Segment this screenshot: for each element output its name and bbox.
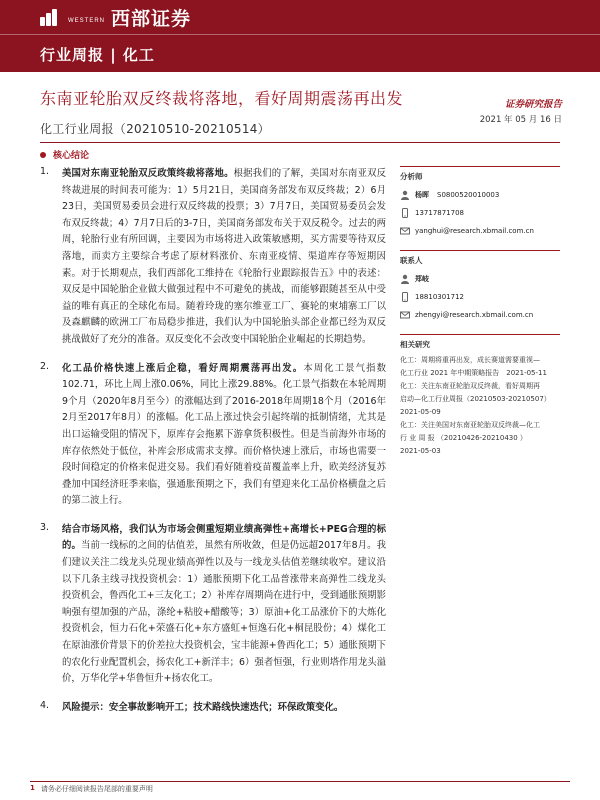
contact-name-row <box>400 270 560 288</box>
report-title: 东南亚轮胎双反终裁将落地，看好周期震荡再出发 <box>40 89 404 108</box>
item-text <box>62 361 386 510</box>
brand-logo <box>40 4 191 30</box>
related-line: 2021-05-09 <box>400 408 441 416</box>
related-line[interactable]: 化工：周期将重再出发，成长赛道需要重视— <box>400 356 540 364</box>
brand-name-cn: 西部证券 <box>111 7 192 30</box>
brand-name-en: WESTERN <box>68 18 105 24</box>
list-item <box>40 700 386 717</box>
brand-mark-icon <box>40 8 62 26</box>
phone-icon <box>400 292 410 302</box>
related-line: 2021-05-03 <box>400 447 441 455</box>
person-icon <box>400 274 410 284</box>
email-icon <box>400 226 410 236</box>
analyst-heading: 分析师 <box>400 172 423 181</box>
email-icon <box>400 310 410 320</box>
contact-email-row <box>400 306 560 324</box>
list-item <box>40 361 386 510</box>
item-body: 根据我们的了解，美国对东南亚双反终裁进展的时间表可能为：1）5月21日，美国商务部发布双反终裁；2）6月23日，美国贸易委员会进行双反终裁的投票；3）7月7日，美国贸易委员会发布双反终裁；4）7月7日后的3-7日，美国商务部发布关于双反税令。过去的两周，轮胎行业有所回调，主要因为市场将进入政策敏感期，买方需要等待双反落地，而卖方主要综合考虑了原材料涨价、东南亚疫情、渠道库存等短期因素。对于长期观点，我们西部化工维持在《轮胎行业跟踪报告五》中的表述：双反是中国轮胎企业做大做强过程中不可避免的挑战，而能够跟随甚至从中受益的唯有真正的全球化布局。随着玲珑的塞尔维亚工厂、赛轮的柬埔寨工厂以及森麒麟的欧洲工厂布局稳步推进，我们认为中国轮胎头部企业都已经为双反挑战做好了充分的准备。双反变化不会改变中国轮胎企业崛起的长期趋势。 <box>62 168 386 345</box>
related-line[interactable]: 启动—化工行业周报（20210503-20210507） <box>400 395 551 403</box>
analyst-email[interactable]: yanghui@research.xbmail.com.cn <box>415 227 534 235</box>
footer-rule <box>30 781 570 782</box>
sidebar-divider <box>400 166 560 167</box>
header-band <box>0 0 600 72</box>
report-date: 2021 年 05 月 16 日 <box>479 115 562 125</box>
item-bold-lead: 结合市场风格，我们认为市场会侧重短期业绩高弹性+高增长+PEG合理的标的。 <box>62 523 386 552</box>
report-tag: 证券研究报告 <box>504 99 562 110</box>
analyst-name-row <box>400 186 560 204</box>
analyst-cert: S0800520010003 <box>437 191 500 199</box>
title-rule <box>40 142 560 143</box>
sidebar-divider <box>400 250 560 251</box>
related-line[interactable]: 化工行业 2021 年中期策略报告 2021-05-11 <box>400 369 547 377</box>
related-line[interactable]: 化工：关注美国对东南亚轮胎双反终裁—化工 <box>400 421 540 429</box>
item-text <box>62 522 386 688</box>
header-divider <box>0 34 600 35</box>
analyst-phone-row <box>400 204 560 222</box>
item-number: 3. <box>40 521 50 533</box>
item-number: 1. <box>40 166 50 177</box>
list-item <box>40 522 386 688</box>
item-number: 4. <box>40 699 50 711</box>
phone-icon <box>400 208 410 218</box>
related-line[interactable]: 化工：关注东南亚轮胎双反终裁，看好周期再 <box>400 382 540 390</box>
list-item <box>40 166 386 349</box>
analyst-email-row <box>400 222 560 240</box>
contact-phone: 18810301712 <box>415 293 464 301</box>
analyst-phone: 13717871708 <box>415 209 464 217</box>
core-conclusion-text: 核心结论 <box>53 151 90 161</box>
item-body: 本周化工景气指数102.71，环比上周上涨0.06%，同比上涨29.88%。化工景气指数在本轮周期9个月（2020年8月至今）的涨幅达到了2016-2018年周期18个月（2016年2月至2017年8月）的涨幅。化工品上涨过快会引起终端的抵制情绪，尤其是出口运输受阻的情况下，原库存会拖累下游拿货积极性。但是当前海外市场的库存依然处于低位，补库会形成需求支撑。而价格快速上涨后，市场也需要一段时间稳定的价格来促进交易。我们看好随着疫苗覆盖率上升，欧美经济复苏叠加中国经济旺季来临，强通胀预期之下，我们有望迎来化工品价格横盘之后的第二波上行。 <box>62 362 386 507</box>
page-number: 1 <box>30 784 35 792</box>
core-conclusion-label <box>40 148 89 161</box>
item-bold-lead: 化工品价格快速上涨后企稳，看好周期震荡再出发。 <box>62 362 304 374</box>
item-bold-lead: 美国对东南亚轮胎双反政策终裁将落地。 <box>62 168 234 179</box>
footer-note: 请务必仔细阅读报告尾部的重要声明 <box>40 785 153 793</box>
contact-phone-row <box>400 288 560 306</box>
item-text <box>62 700 386 717</box>
analyst-name: 杨晖 <box>415 191 429 199</box>
related-list <box>400 354 560 457</box>
bullet-dot-icon <box>40 152 46 158</box>
related-line[interactable]: 行 业 周 报 （20210426-20210430 ） <box>400 434 527 442</box>
related-heading: 相关研究 <box>400 340 430 349</box>
contact-email[interactable]: zhengyi@research.xbmail.com.cn <box>415 311 534 319</box>
item-body: 当前一线标的之间的估值差，虽然有所收敛，但是仍远超2017年8月。我们建议关注二线龙头兑现业绩高弹性以及与一线龙头估值差继续收窄。建议沿以下几条主线寻找投资机会：1）通胀预期下化工品普涨带来高弹性二线龙头投资机会，鲁西化工+三友化工；2）补库存周期尚在进行中，受到通胀预期影响强有望加强的产品，涤纶+粘胶+醋酸等；3）原油+化工品涨价下的大炼化投资机会，恒力石化+荣盛石化+东方盛虹+恒逸石化+桐昆股份；4）煤化工在原油涨价背景下的价差拉大投资机会，宝丰能源+鲁西化工；5）通胀预期下的农化行业配置机会，扬农化工+新洋丰；6）强者恒强，行业则塔作用龙头溢价，万华化学+华鲁恒升+扬农化工。 <box>62 540 386 685</box>
report-subtitle: 化工行业周报（20210510-20210514） <box>40 122 270 136</box>
item-text <box>62 166 386 349</box>
report-type: 行业周报 | 化工 <box>40 46 155 64</box>
body-column <box>40 166 386 726</box>
person-icon <box>400 190 410 200</box>
item-bold-lead: 风险提示：安全事故影响开工；技术路线快速迭代；环保政策变化。 <box>62 701 344 713</box>
sidebar <box>400 166 560 458</box>
page-footer <box>30 784 153 794</box>
item-number: 2. <box>40 360 50 372</box>
contact-heading: 联系人 <box>400 256 423 265</box>
sidebar-divider <box>400 334 560 335</box>
contact-name: 郑岐 <box>415 275 429 283</box>
